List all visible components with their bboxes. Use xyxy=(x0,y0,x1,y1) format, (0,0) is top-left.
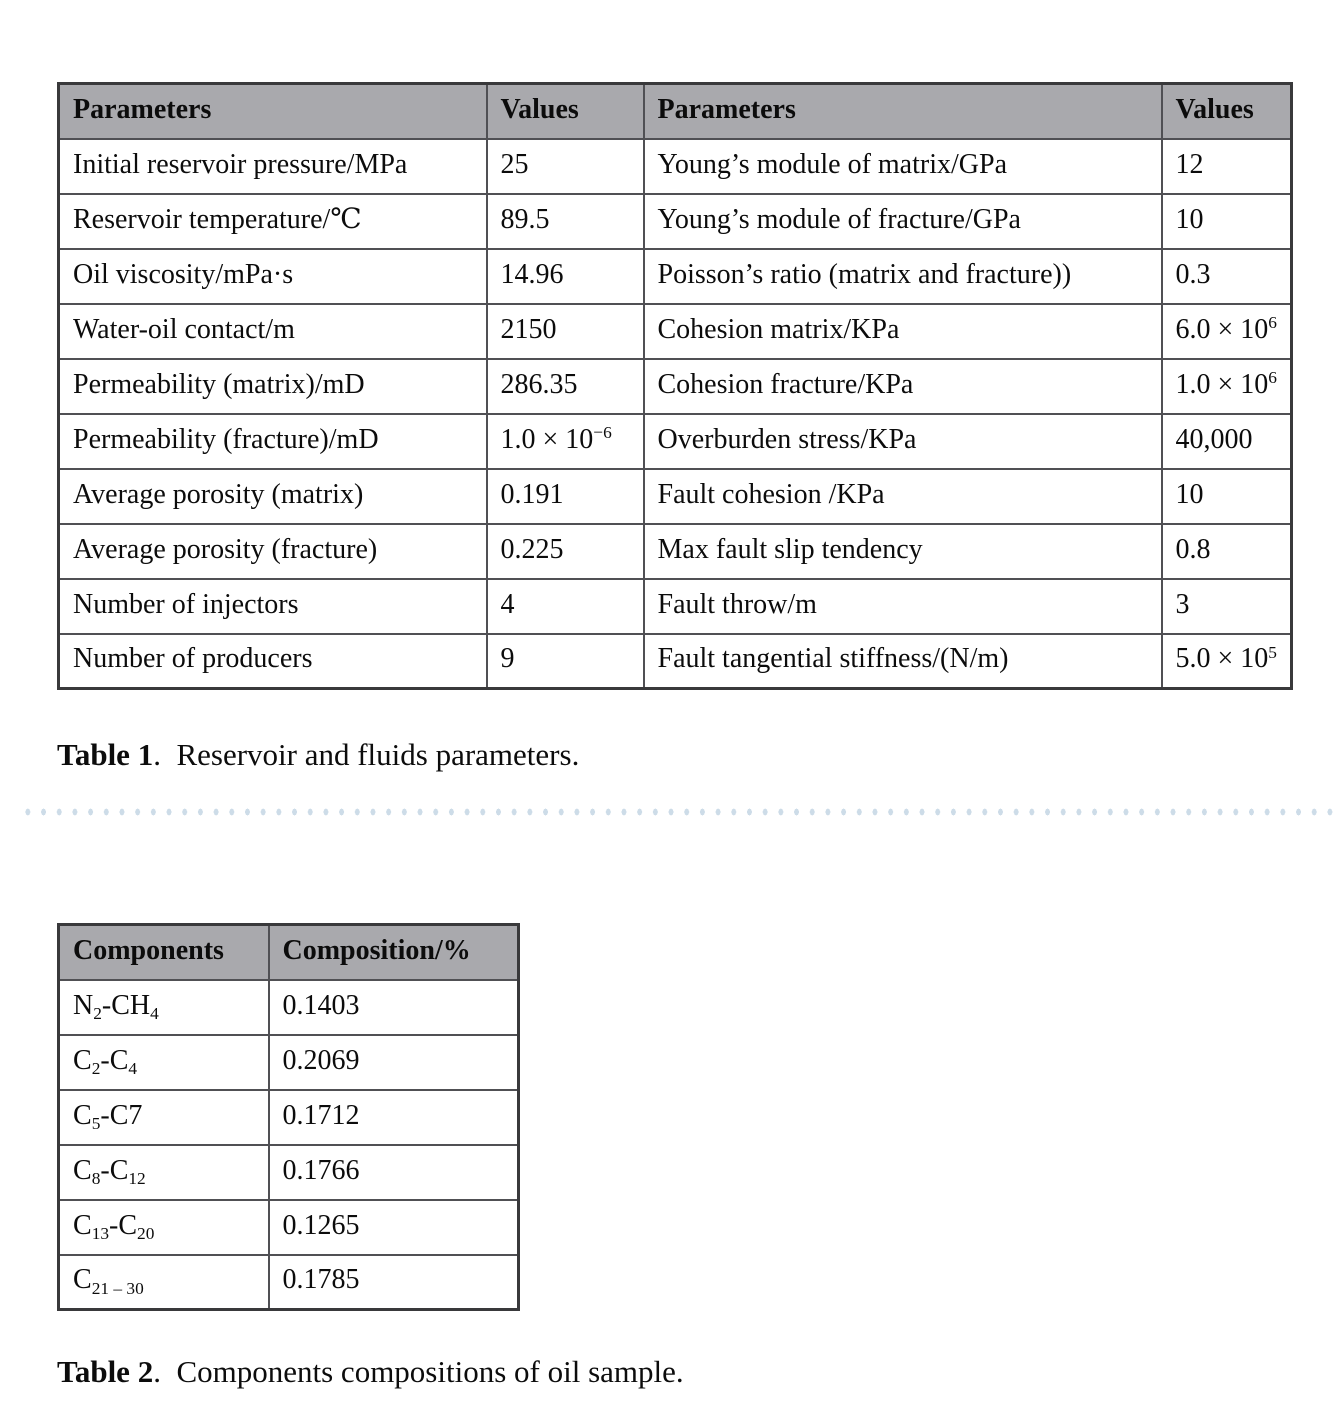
param-cell: Initial reservoir pressure/MPa xyxy=(59,139,487,194)
table-row xyxy=(59,579,1292,634)
table-row xyxy=(59,634,1292,689)
table-row xyxy=(59,1145,519,1200)
component-cell: $C_2-C_4$ xyxy=(59,1035,269,1090)
value-cell: 10 xyxy=(1162,194,1292,249)
composition-cell: 0.1766 xyxy=(269,1145,519,1200)
table-row xyxy=(59,980,519,1035)
table-row xyxy=(59,469,1292,524)
value-cell: $1.0 \times 10^{-6}$ xyxy=(487,414,644,469)
param-cell: Permeability (fracture)/mD xyxy=(59,414,487,469)
value-cell: 0.225 xyxy=(487,524,644,579)
param-cell: Cohesion fracture/KPa xyxy=(644,359,1162,414)
param-cell: Poisson’s ratio (matrix and fracture)) xyxy=(644,249,1162,304)
composition-cell: 0.1785 xyxy=(269,1255,519,1310)
table-row xyxy=(59,1255,519,1310)
value-cell: 9 xyxy=(487,634,644,689)
component-cell: $C_{21 - 30}$ xyxy=(59,1255,269,1310)
param-cell: Young’s module of fracture/GPa xyxy=(644,194,1162,249)
table1-caption-text: . Reservoir and fluids parameters. xyxy=(153,737,580,772)
table1-header-values-left: Values xyxy=(487,84,644,139)
value-cell: $5.0 \times 10^5$ xyxy=(1162,634,1292,689)
param-cell: Fault throw/m xyxy=(644,579,1162,634)
table-row xyxy=(59,249,1292,304)
param-cell: Permeability (matrix)/mD xyxy=(59,359,487,414)
table-row xyxy=(59,359,1292,414)
param-cell: Average porosity (matrix) xyxy=(59,469,487,524)
value-cell: 0.8 xyxy=(1162,524,1292,579)
table2-caption-label: Table 2 xyxy=(57,1354,154,1389)
value-cell: 0.3 xyxy=(1162,249,1292,304)
param-cell: Fault tangential stiffness/(N/m) xyxy=(644,634,1162,689)
param-cell: Max fault slip tendency xyxy=(644,524,1162,579)
value-cell: 2150 xyxy=(487,304,644,359)
table1-header-values-right: Values xyxy=(1162,84,1292,139)
param-cell: Reservoir temperature/℃ xyxy=(59,194,487,249)
table2-header-composition: Composition/% xyxy=(269,925,519,980)
table1-caption xyxy=(57,737,579,773)
value-cell: 12 xyxy=(1162,139,1292,194)
composition-cell: 0.1403 xyxy=(269,980,519,1035)
table1-header-parameters-right: Parameters xyxy=(644,84,1162,139)
value-cell: 40,000 xyxy=(1162,414,1292,469)
param-cell: Oil viscosity/mPa·s xyxy=(59,249,487,304)
component-cell: $C_8-C_{12}$ xyxy=(59,1145,269,1200)
table2-header-components: Components xyxy=(59,925,269,980)
value-cell: 25 xyxy=(487,139,644,194)
table-row xyxy=(59,414,1292,469)
composition-cell: 0.2069 xyxy=(269,1035,519,1090)
table2-header-row xyxy=(59,925,519,980)
value-cell: 89.5 xyxy=(487,194,644,249)
table-row xyxy=(59,524,1292,579)
value-cell: 3 xyxy=(1162,579,1292,634)
value-cell: 10 xyxy=(1162,469,1292,524)
value-cell: 14.96 xyxy=(487,249,644,304)
section-divider xyxy=(20,806,1342,818)
component-cell: $N_2-CH_4$ xyxy=(59,980,269,1035)
composition-cell: 0.1712 xyxy=(269,1090,519,1145)
table-row xyxy=(59,194,1292,249)
table-row xyxy=(59,304,1292,359)
param-cell: Cohesion matrix/KPa xyxy=(644,304,1162,359)
param-cell: Young’s module of matrix/GPa xyxy=(644,139,1162,194)
reservoir-parameters-table xyxy=(57,82,1293,690)
table-row xyxy=(59,1090,519,1145)
param-cell: Number of producers xyxy=(59,634,487,689)
value-cell: 286.35 xyxy=(487,359,644,414)
table2-caption xyxy=(57,1354,684,1390)
value-cell: 0.191 xyxy=(487,469,644,524)
component-cell: $C_5-C7$ xyxy=(59,1090,269,1145)
components-composition-table xyxy=(57,923,520,1311)
param-cell: Number of injectors xyxy=(59,579,487,634)
table1-header-parameters-left: Parameters xyxy=(59,84,487,139)
value-cell: 4 xyxy=(487,579,644,634)
param-cell: Fault cohesion /KPa xyxy=(644,469,1162,524)
param-cell: Average porosity (fracture) xyxy=(59,524,487,579)
table2-caption-text: . Components compositions of oil sample. xyxy=(153,1354,684,1389)
component-cell: $C_{13}-C_{20}$ xyxy=(59,1200,269,1255)
composition-cell: 0.1265 xyxy=(269,1200,519,1255)
table-row xyxy=(59,139,1292,194)
table1-caption-label: Table 1 xyxy=(57,737,154,772)
value-cell: $1.0 \times 10^6$ xyxy=(1162,359,1292,414)
table-row xyxy=(59,1035,519,1090)
value-cell: $6.0 \times 10^6$ xyxy=(1162,304,1292,359)
table1-header-row xyxy=(59,84,1292,139)
param-cell: Water-oil contact/m xyxy=(59,304,487,359)
table-row xyxy=(59,1200,519,1255)
param-cell: Overburden stress/KPa xyxy=(644,414,1162,469)
